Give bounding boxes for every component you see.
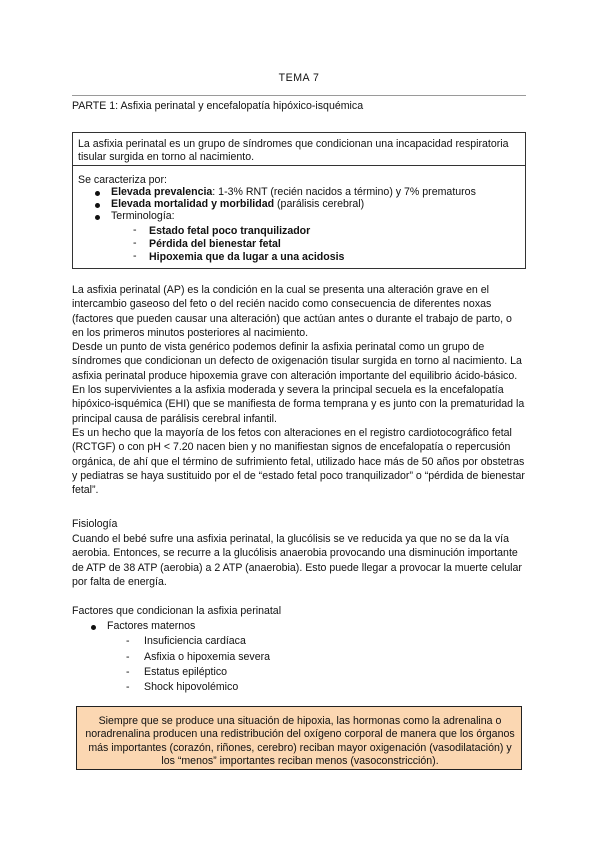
paragraph: Es un hecho que la mayoría de los fetos con alteraciones en el registro cardiotocográfico fetal (RCTGF) o con pH < 7.20 nacen bien y no manifiestan signos de encefalopatía o repercusión orgánica, de ahí que el término de sufrimiento fetal, utilizado hace más de 50 años por obstetras y pediatras se haya sustituido por el de “estado fetal poco tranquilizador” o “pérdida de bienestar fetal”. (72, 426, 525, 497)
maternal-factor-item: Estatus epiléptico (144, 666, 228, 678)
definition-text: La asfixia perinatal es un grupo de síndromes que condicionan una incapacidad respiratoria tisular surgida en torno al nacimiento. (78, 138, 509, 163)
dash-marker: - (133, 224, 137, 236)
bullet-prevalence-rest: : 1-3% RNT (recién nacidos a término) y 7% prematuros (212, 186, 476, 198)
bullet-prevalence-bold: Elevada prevalencia (111, 186, 213, 198)
bullet-terminology-text: Terminología: (111, 210, 175, 222)
characteristics-lead: Se caracteriza por: (78, 174, 167, 186)
maternal-factor-item: Shock hipovolémico (144, 681, 239, 693)
paragraph: Desde un punto de vista genérico podemos definir la asfixia perinatal como un grupo de síndromes que condicionan un defecto de oxigenación tisular surgida en torno al nacimiento. La asfixia perinatal produce hipoxemia grave con alteración importante del equilibrio ácido-básico. En los supervivientes a la asfixia moderada y severa la principal secuela es la encefalopatía hipóxico-isquémica (EHI) que se manifiesta de forma temprana y es junto con la prematuridad la principal causa de parálisis cerebral infantil. (72, 341, 525, 425)
bullet-mortality (111, 198, 364, 210)
factors-heading: Factores que condicionan la asfixia perinatal (72, 605, 282, 617)
title-divider (72, 95, 526, 96)
hypoxia-note-box (76, 706, 522, 770)
term-item: Estado fetal poco tranquilizador (149, 225, 311, 237)
dash-marker: - (126, 666, 130, 678)
dash-marker: - (126, 651, 130, 663)
document-title: TEMA 7 (278, 72, 320, 84)
definition-box (72, 132, 526, 166)
dash-marker: - (126, 681, 130, 693)
dash-marker: - (133, 237, 137, 249)
term-item: Hipoxemia que da lugar a una acidosis (149, 251, 345, 263)
term-item: Pérdida del bienestar fetal (149, 238, 281, 250)
bullet-mortality-rest: (parálisis cerebral) (274, 198, 365, 210)
paragraph: La asfixia perinatal (AP) es la condición en la cual se presenta una alteración grave en el intercambio gaseoso del feto o del recién nacido como consecuencia de diferentes noxas (factores que pueden causar una alteración) que actúan antes o durante el trabajo de parto, o en los primeros minutos posteriores al nacimiento. (72, 284, 512, 339)
physiology-heading: Fisiología (72, 518, 118, 530)
hypoxia-note-text: Siempre que se produce una situación de hipoxia, las hormonas como la adrenalina o noradrenalina producen una redistribución del oxígeno corporal de manera que los órganos más importantes (corazón, riñones, cerebro) reciban mayor oxigenación (vasodilatación) y los “menos” importantes reciban menos (vasoconstricción). (85, 715, 515, 767)
bullet-prevalence (111, 186, 476, 198)
physiology-text: Cuando el bebé sufre una asfixia perinatal, la glucólisis se ve reducida ya que no se da la vía aerobia. Entonces, se recurre a la glucólisis anaerobia provocando una disminución importante de ATP de 38 ATP (aerobia) a 2 ATP (anaerobia). Esto puede llegar a provocar la muerte celular por falta de energía. (72, 533, 522, 588)
bullet-dot (95, 215, 100, 220)
bullet-dot (95, 203, 100, 208)
maternal-factors-bullet: Factores maternos (107, 620, 196, 632)
dash-marker: - (133, 250, 137, 262)
bullet-dot (91, 625, 96, 630)
characteristics-box (72, 164, 526, 269)
dash-marker: - (126, 635, 130, 647)
body-text (72, 283, 526, 497)
maternal-factor-item: Asfixia o hipoxemia severa (144, 651, 271, 663)
bullet-mortality-bold: Elevada mortalidad y morbilidad (111, 198, 275, 210)
part-heading: PARTE 1: Asfixia perinatal y encefalopatía hipóxico-isquémica (72, 100, 364, 112)
bullet-terminology (111, 210, 175, 222)
bullet-dot (95, 191, 100, 196)
maternal-factor-item: Insuficiencia cardíaca (144, 635, 246, 647)
